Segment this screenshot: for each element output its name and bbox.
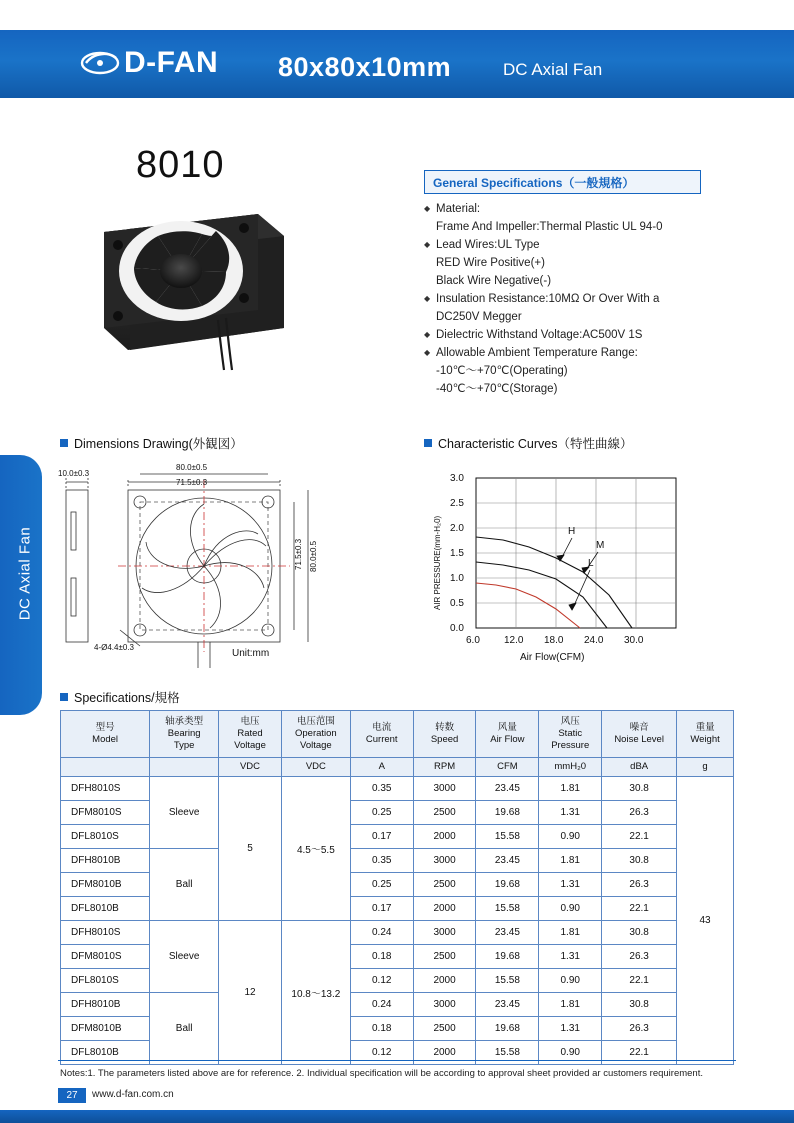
col-static-pressure — [539, 711, 602, 758]
cell-speed: 3000 — [413, 921, 476, 945]
cell-model: DFH8010S — [61, 921, 150, 945]
col-speed-en: Speed — [430, 734, 459, 745]
footer-divider — [58, 1060, 736, 1061]
cell-pressure: 0.90 — [539, 825, 602, 849]
cell-pressure: 1.31 — [539, 945, 602, 969]
cell-noise: 22.1 — [602, 1041, 677, 1065]
curve-label-m: M — [596, 540, 605, 551]
unit-speed: RPM — [413, 758, 476, 777]
col-rated-voltage-en1: Rated — [237, 728, 263, 739]
spec-subitem: Black Wire Negative(-) — [436, 275, 552, 287]
spec-item: ◆ Material: — [424, 200, 754, 218]
cell-current: 0.25 — [350, 873, 413, 897]
col-rated-voltage-en2: Voltage — [234, 740, 266, 751]
cell-current: 0.12 — [350, 1041, 413, 1065]
cell-speed: 3000 — [413, 777, 476, 801]
top-margin — [0, 0, 794, 30]
dimensions-drawing — [58, 460, 388, 670]
cell-current: 0.17 — [350, 825, 413, 849]
page-number: 27 — [58, 1088, 86, 1103]
col-noise-cn: 噪音 — [629, 722, 649, 733]
col-airflow-cn: 风量 — [497, 722, 517, 733]
cell-operation-voltage: 4.5～5.5 — [281, 777, 350, 921]
specifications-table — [60, 710, 734, 1065]
website-url: www.d-fan.com.cn — [92, 1089, 174, 1100]
cell-current: 0.35 — [350, 849, 413, 873]
dimensions-heading: Dimensions Drawing(外観図） — [60, 434, 243, 452]
table-row — [61, 993, 734, 1017]
cell-pressure: 1.81 — [539, 777, 602, 801]
svg-text:6.0: 6.0 — [466, 635, 480, 646]
cell-noise: 26.3 — [602, 801, 677, 825]
cell-speed: 3000 — [413, 849, 476, 873]
col-bearing — [150, 711, 219, 758]
cell-noise: 22.1 — [602, 825, 677, 849]
col-current-en: Current — [365, 734, 398, 745]
col-current — [350, 711, 413, 758]
cell-airflow: 19.68 — [476, 1017, 539, 1041]
side-tab-dc-axial-fan — [0, 455, 42, 715]
col-pressure-cn: 风压 — [560, 716, 580, 727]
cell-pressure: 1.81 — [539, 849, 602, 873]
curve-label-h: H — [568, 526, 576, 537]
cell-speed: 2000 — [413, 897, 476, 921]
cell-model: DFH8010B — [61, 849, 150, 873]
product-type-subtitle: DC Axial Fan — [503, 60, 603, 79]
cell-noise: 26.3 — [602, 873, 677, 897]
cell-noise: 22.1 — [602, 969, 677, 993]
cell-bearing: Sleeve — [150, 777, 219, 849]
cell-rated-voltage: 5 — [219, 777, 282, 921]
cell-noise: 30.8 — [602, 849, 677, 873]
brand-logo — [80, 46, 218, 80]
spec-item: ◆ Dielectric Withstand Voltage:AC500V 1S — [424, 326, 754, 344]
cell-noise: 26.3 — [602, 945, 677, 969]
cell-current: 0.25 — [350, 801, 413, 825]
col-weight-cn: 重量 — [695, 722, 715, 733]
general-specifications-title-box — [424, 170, 701, 194]
footer-notes: Notes:1. The parameters listed above are for reference. 2. Individual specification will be according to approval sheet provided ar customers requirement. — [60, 1068, 703, 1079]
cell-bearing: Sleeve — [150, 921, 219, 993]
cell-airflow: 15.58 — [476, 1041, 539, 1065]
col-model-en: Model — [92, 734, 119, 745]
col-model — [61, 711, 150, 758]
cell-airflow: 23.45 — [476, 777, 539, 801]
unit-pressure: mmH₂0 — [539, 758, 602, 777]
cell-speed: 2000 — [413, 825, 476, 849]
specifications-heading: Specifications/規格 — [60, 688, 180, 706]
spec-subitem: RED Wire Positive(+) — [436, 257, 545, 269]
spec-subitem: DC250V Megger — [436, 311, 522, 323]
col-rated-voltage-cn: 电压 — [240, 716, 260, 727]
col-noise-en: Noise Level — [614, 734, 664, 745]
cell-operation-voltage: 10.8～13.2 — [281, 921, 350, 1065]
unit-airflow: CFM — [476, 758, 539, 777]
unit-bearing — [150, 758, 219, 777]
cell-speed: 2500 — [413, 873, 476, 897]
cell-airflow: 19.68 — [476, 945, 539, 969]
cell-pressure: 1.31 — [539, 1017, 602, 1041]
cell-model: DFL8010S — [61, 969, 150, 993]
dim-outer-height-label: 80.0±0.5 — [309, 540, 318, 572]
product-dimensions-title: 80x80x10mm — [278, 52, 452, 82]
cell-current: 0.35 — [350, 777, 413, 801]
svg-text:1.0: 1.0 — [450, 573, 464, 584]
general-specifications-title: General Specifications（一般規格） — [433, 176, 635, 190]
col-airflow — [476, 711, 539, 758]
cell-model: DFL8010B — [61, 897, 150, 921]
col-weight — [677, 711, 734, 758]
cell-current: 0.18 — [350, 1017, 413, 1041]
unit-rated-voltage: VDC — [219, 758, 282, 777]
cell-airflow: 23.45 — [476, 849, 539, 873]
cell-current: 0.17 — [350, 897, 413, 921]
characteristic-curves-chart — [424, 460, 724, 675]
curve-label-l: L — [588, 558, 594, 569]
cell-bearing: Ball — [150, 849, 219, 921]
unit-model — [61, 758, 150, 777]
curves-heading: Characteristic Curves（特性曲線） — [424, 434, 632, 452]
col-bearing-cn: 轴承类型 — [165, 716, 204, 727]
table-row — [61, 849, 734, 873]
cell-noise: 30.8 — [602, 921, 677, 945]
svg-text:0.5: 0.5 — [450, 598, 464, 609]
cell-pressure: 0.90 — [539, 897, 602, 921]
cell-noise: 22.1 — [602, 897, 677, 921]
col-current-cn: 电流 — [372, 722, 392, 733]
dim-holes-label: 4-Ø4.4±0.3 — [94, 643, 134, 652]
cell-weight: 43 — [677, 777, 734, 1065]
cell-airflow: 15.58 — [476, 897, 539, 921]
col-model-cn: 型号 — [95, 722, 115, 733]
cell-model: DFM8010S — [61, 945, 150, 969]
cell-speed: 2000 — [413, 969, 476, 993]
general-specifications-list — [424, 200, 754, 398]
table-row — [61, 777, 734, 801]
cell-pressure: 1.31 — [539, 873, 602, 897]
col-noise — [602, 711, 677, 758]
chart-xlabel: Air Flow(CFM) — [520, 652, 585, 663]
unit-weight: g — [677, 758, 734, 777]
cell-airflow: 15.58 — [476, 825, 539, 849]
spec-item: ◆ Lead Wires:UL Type — [424, 236, 754, 254]
cell-current: 0.24 — [350, 993, 413, 1017]
brand-name: D-FAN — [124, 46, 219, 79]
cell-pressure: 1.81 — [539, 993, 602, 1017]
cell-model: DFM8010S — [61, 801, 150, 825]
col-speed — [413, 711, 476, 758]
svg-text:24.0: 24.0 — [584, 635, 604, 646]
cell-model: DFL8010S — [61, 825, 150, 849]
product-photo — [98, 200, 288, 380]
spec-item: ◆ Allowable Ambient Temperature Range: — [424, 344, 754, 362]
cell-model: DFM8010B — [61, 873, 150, 897]
spec-subitem: Frame And Impeller:Thermal Plastic UL 94-0 — [436, 221, 663, 233]
cell-airflow: 19.68 — [476, 801, 539, 825]
cell-pressure: 0.90 — [539, 1041, 602, 1065]
unit-operation-voltage: VDC — [281, 758, 350, 777]
spec-item: ◆ Insulation Resistance:10MΩ Or Over With a — [424, 290, 754, 308]
cell-airflow: 23.45 — [476, 921, 539, 945]
dim-hole-pitch-right-label: 71.5±0.3 — [294, 538, 303, 570]
svg-text:12.0: 12.0 — [504, 635, 524, 646]
cell-noise: 26.3 — [602, 1017, 677, 1041]
cell-noise: 30.8 — [602, 993, 677, 1017]
chart-ylabel: AIR PRESSURE(mm-H₂0) — [433, 515, 442, 610]
cell-airflow: 15.58 — [476, 969, 539, 993]
cell-current: 0.12 — [350, 969, 413, 993]
svg-text:3.0: 3.0 — [450, 473, 464, 484]
cell-rated-voltage: 12 — [219, 921, 282, 1065]
cell-speed: 3000 — [413, 993, 476, 1017]
cell-model: DFM8010B — [61, 1017, 150, 1041]
cell-noise: 30.8 — [602, 777, 677, 801]
model-number: 8010 — [136, 144, 225, 186]
svg-text:18.0: 18.0 — [544, 635, 564, 646]
cell-speed: 2500 — [413, 801, 476, 825]
cell-pressure: 1.31 — [539, 801, 602, 825]
col-bearing-en2: Type — [173, 740, 195, 751]
cell-model: DFH8010S — [61, 777, 150, 801]
col-speed-cn: 转数 — [435, 722, 455, 733]
side-tab-label: DC Axial Fan — [16, 526, 34, 621]
cell-pressure: 0.90 — [539, 969, 602, 993]
footer-bar — [0, 1110, 794, 1123]
col-pressure-en2: Pressure — [551, 740, 590, 751]
spec-subitem: -10℃～+70℃(Operating) — [436, 365, 568, 377]
svg-text:30.0: 30.0 — [624, 635, 644, 646]
cell-pressure: 1.81 — [539, 921, 602, 945]
cell-current: 0.24 — [350, 921, 413, 945]
unit-current: A — [350, 758, 413, 777]
dim-outer-width-label: 80.0±0.5 — [176, 463, 208, 472]
table-header-row — [61, 711, 734, 758]
svg-text:0.0: 0.0 — [450, 623, 464, 634]
col-operation-voltage-en1: Operation — [295, 728, 337, 739]
unit-noise: dBA — [602, 758, 677, 777]
table-row — [61, 921, 734, 945]
col-pressure-en1: Static — [558, 728, 583, 739]
cell-speed: 2000 — [413, 1041, 476, 1065]
col-airflow-en: Air Flow — [490, 734, 525, 745]
svg-text:2.0: 2.0 — [450, 523, 464, 534]
col-operation-voltage — [281, 711, 350, 758]
cell-airflow: 19.68 — [476, 873, 539, 897]
svg-text:1.5: 1.5 — [450, 548, 464, 559]
dim-thickness-label: 10.0±0.3 — [58, 469, 90, 478]
table-unit-row — [61, 758, 734, 777]
cell-airflow: 23.45 — [476, 993, 539, 1017]
dim-hole-pitch-top-label: 71.5±0.3 — [176, 478, 208, 487]
cell-model: DFL8010B — [61, 1041, 150, 1065]
dimensions-unit-label: Unit:mm — [232, 648, 270, 659]
cell-current: 0.18 — [350, 945, 413, 969]
cell-model: DFH8010B — [61, 993, 150, 1017]
spec-subitem: -40℃～+70℃(Storage) — [436, 383, 558, 395]
col-bearing-en1: Bearing — [167, 728, 201, 739]
page-header — [0, 30, 794, 98]
fan-swoosh-logo-icon — [80, 46, 120, 80]
col-weight-en: Weight — [690, 734, 720, 745]
col-rated-voltage — [219, 711, 282, 758]
cell-speed: 2500 — [413, 1017, 476, 1041]
col-operation-voltage-cn: 电压范围 — [296, 716, 335, 727]
col-operation-voltage-en2: Voltage — [300, 740, 332, 751]
cell-speed: 2500 — [413, 945, 476, 969]
svg-text:2.5: 2.5 — [450, 498, 464, 509]
cell-bearing: Ball — [150, 993, 219, 1065]
